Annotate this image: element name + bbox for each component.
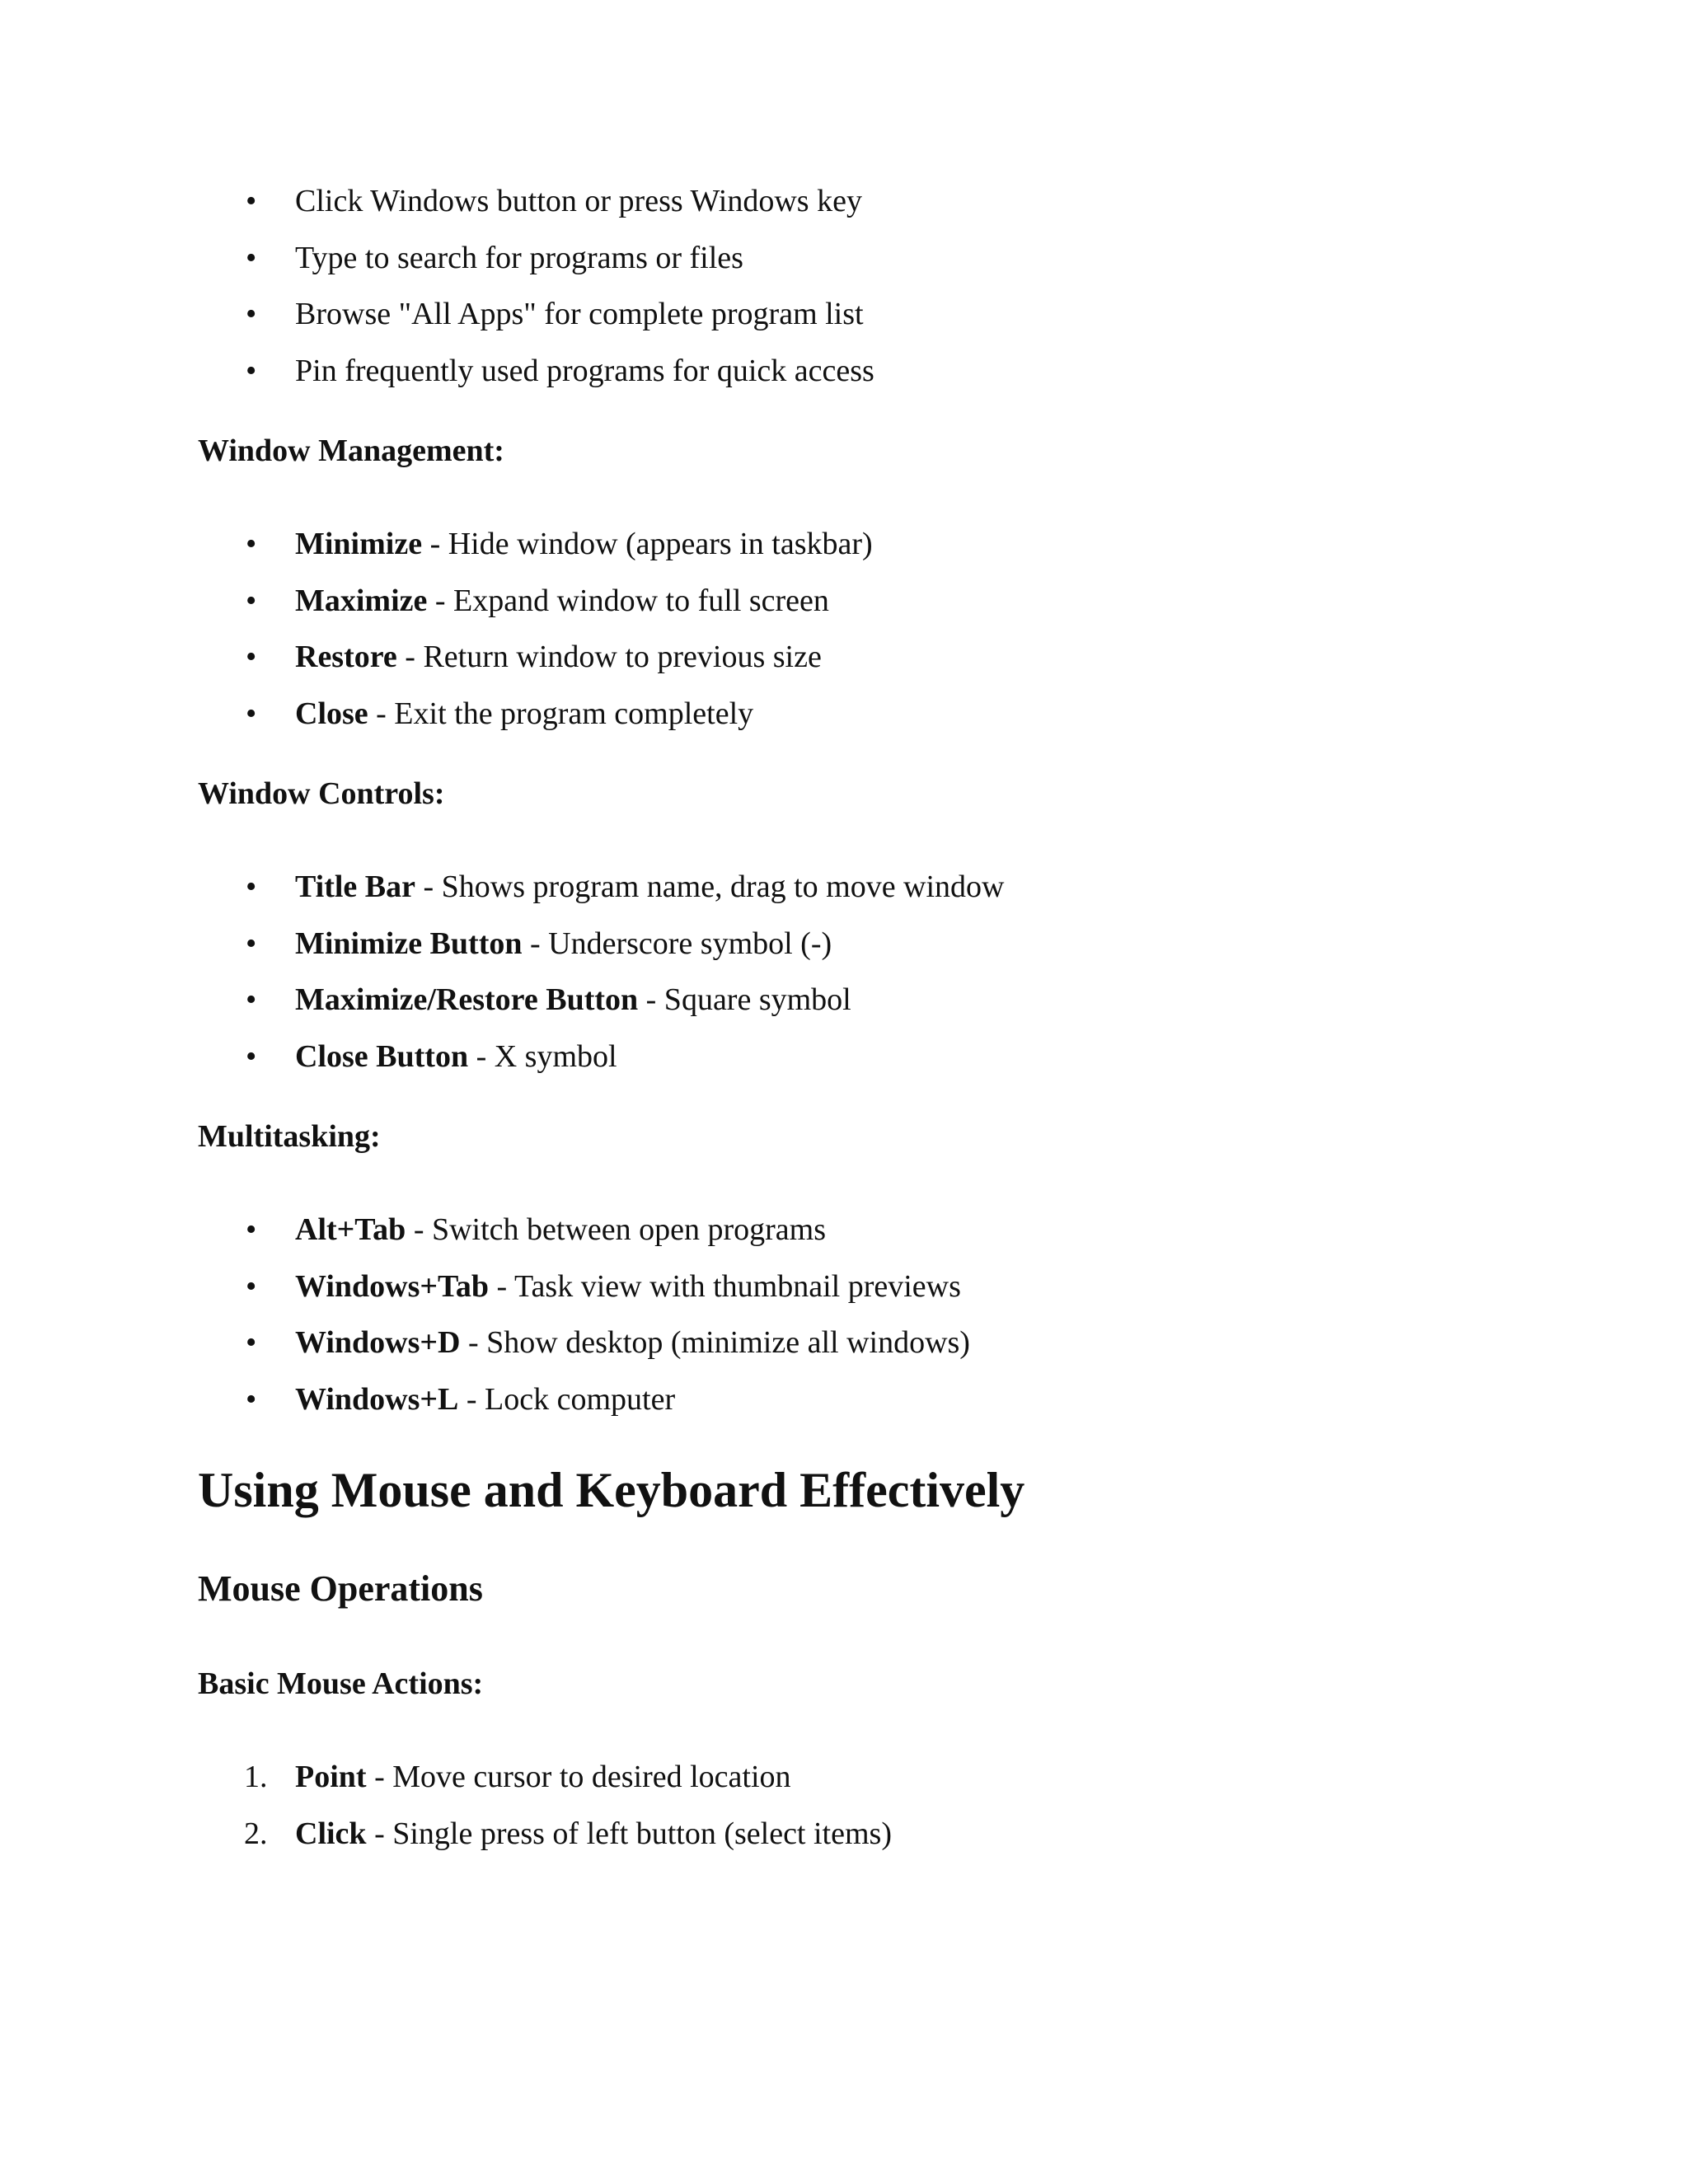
list-item: • Maximize - Expand window to full screen: [198, 573, 1490, 630]
bullet-icon: •: [246, 696, 257, 731]
list-item: • Close Button - X symbol: [198, 1029, 1490, 1085]
list-item: • Restore - Return window to previous size: [198, 629, 1490, 686]
bullet-icon: •: [246, 184, 257, 218]
bullet-icon: •: [246, 353, 257, 388]
bullet-icon: •: [246, 527, 257, 561]
window-controls-list: [198, 859, 1490, 1085]
list-item: • Click Windows button or press Windows key: [198, 173, 1490, 230]
list-item: • Browse "All Apps" for complete program list: [198, 286, 1490, 343]
basic-mouse-list: [198, 1749, 1490, 1862]
list-item: • Minimize - Hide window (appears in taskbar): [198, 516, 1490, 573]
bullet-icon: •: [246, 1038, 257, 1074]
bullet-icon: •: [246, 640, 257, 674]
bullet-icon: •: [246, 1268, 257, 1304]
bullet-icon: •: [246, 1325, 257, 1360]
list-item: • Windows+L - Lock computer: [198, 1371, 1490, 1428]
list-number: 1.: [244, 1760, 268, 1794]
list-item: • Windows+Tab - Task view with thumbnail previews: [198, 1258, 1490, 1315]
list-item: • Minimize Button - Underscore symbol (-): [198, 916, 1490, 972]
multitasking-heading: Multitasking:: [198, 1119, 381, 1154]
list-item: • Close - Exit the program completely: [198, 686, 1490, 743]
window-management-list: [198, 516, 1490, 742]
list-item: • Title Bar - Shows program name, drag to move window: [198, 859, 1490, 916]
list-item: • Windows+D - Show desktop (minimize all windows): [198, 1315, 1490, 1371]
start-menu-list: [198, 173, 1490, 399]
basic-mouse-heading: Basic Mouse Actions:: [198, 1666, 484, 1701]
bullet-icon: •: [246, 1212, 257, 1247]
bullet-icon: •: [246, 982, 257, 1017]
multitasking-list: [198, 1202, 1490, 1427]
list-item: • Pin frequently used programs for quick access: [198, 343, 1490, 400]
list-item: • Alt+Tab - Switch between open programs: [198, 1202, 1490, 1258]
bullet-icon: •: [246, 297, 257, 331]
bullet-icon: •: [246, 926, 257, 961]
bullet-icon: •: [246, 583, 257, 618]
list-item: • Type to search for programs or files: [198, 230, 1490, 287]
bullet-icon: •: [246, 869, 257, 904]
list-item: • Maximize/Restore Button - Square symbol: [198, 972, 1490, 1029]
bullet-icon: •: [246, 1381, 257, 1417]
bullet-icon: •: [246, 240, 257, 275]
subsection-title: Mouse Operations: [198, 1568, 483, 1609]
list-item: 1. Point - Move cursor to desired location: [198, 1749, 1490, 1806]
window-management-heading: Window Management:: [198, 434, 504, 468]
list-item: 2. Click - Single press of left button (select items): [198, 1806, 1490, 1863]
section-title: Using Mouse and Keyboard Effectively: [198, 1463, 1025, 1517]
window-controls-heading: Window Controls:: [198, 776, 445, 811]
list-number: 2.: [244, 1816, 268, 1851]
